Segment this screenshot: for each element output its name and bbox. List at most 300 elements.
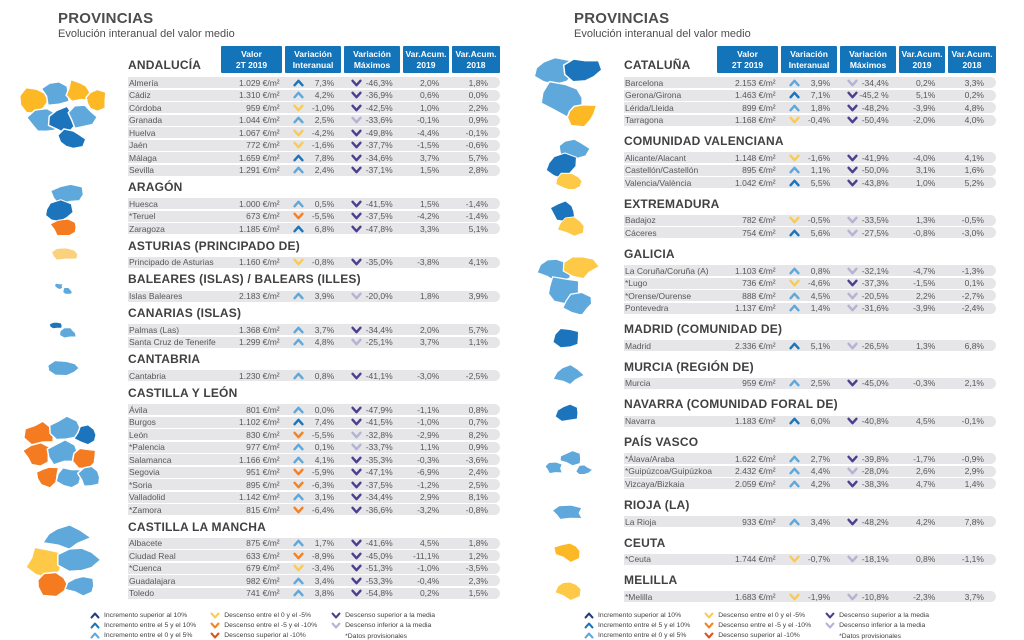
chevron-down-icon <box>847 279 858 287</box>
accum-2019-cell: -3,2% <box>417 504 440 515</box>
region-map-icon <box>522 399 614 428</box>
chevron-up-icon <box>584 622 594 629</box>
region-map-icon <box>529 437 607 491</box>
accum-2018-cell: 1,5% <box>468 588 488 599</box>
interannual-variation-cell: 4,2% <box>783 479 839 489</box>
accum-2019-cell: 2,9% <box>419 492 440 503</box>
accum-2019-cell: -1,0% <box>417 417 440 428</box>
chevron-down-icon <box>351 326 362 334</box>
region-section <box>512 574 1024 604</box>
region-table <box>624 361 996 391</box>
value-cell: 2.336 €/m² <box>735 340 776 351</box>
value-cell: 1.622 €/m² <box>735 453 776 464</box>
legend-item <box>825 622 929 629</box>
accum-2018-cell: -1,1% <box>961 554 984 565</box>
legend-item <box>584 612 690 619</box>
accum-2018-cell: 2,2% <box>468 102 488 113</box>
region-map-icon <box>522 324 614 353</box>
table-header-row <box>717 46 996 73</box>
interannual-variation-cell: -6,3% <box>287 480 343 490</box>
legend-item <box>584 632 690 639</box>
chevron-down-icon <box>293 212 304 220</box>
accum-2018-cell: 1,8% <box>468 538 488 549</box>
accum-2019-cell: 3,3% <box>419 223 440 234</box>
region-title-row <box>624 499 996 513</box>
chevron-down-icon <box>704 632 714 639</box>
region-title-row <box>624 574 996 588</box>
accum-2019-cell: -0,3% <box>417 454 440 465</box>
legend-label: Incremento entre el 0 y el 5% <box>104 632 193 639</box>
column-header: Var.Acum. 2019 <box>899 46 945 73</box>
accum-2019-cell: 1,3% <box>915 215 936 226</box>
chevron-up-icon <box>293 225 304 233</box>
accum-2018-cell: 0,0% <box>468 90 488 100</box>
region-map-cell <box>512 248 624 315</box>
accum-2018-cell: 2,5% <box>468 479 488 490</box>
value-cell: 1.463 €/m² <box>735 90 776 100</box>
interannual-variation-cell: -6,4% <box>287 505 343 515</box>
legend-label: Descenso inferior a la media <box>345 622 432 629</box>
region-title-row <box>624 198 996 212</box>
region-map-cell <box>512 398 624 428</box>
province-name: Cádiz <box>129 90 151 100</box>
legend-item <box>704 612 811 619</box>
region-table <box>128 46 500 177</box>
region-table <box>128 307 500 349</box>
max-variation-cell: -41,5% <box>345 199 401 209</box>
accum-2019-cell: 1,0% <box>419 102 440 113</box>
chevron-up-icon <box>293 456 304 464</box>
value-cell: 2.183 €/m² <box>239 291 280 302</box>
interannual-variation-cell: -0,4% <box>783 115 839 125</box>
interannual-variation-cell: 2,4% <box>287 165 343 175</box>
chevron-down-icon <box>351 79 362 87</box>
region-title: MADRID (COMUNIDAD DE) <box>624 322 783 337</box>
region-title-row <box>624 398 996 412</box>
accum-2018-cell: -3,5% <box>465 563 488 574</box>
max-variation-cell: -36,6% <box>345 505 401 515</box>
region-section <box>0 181 512 236</box>
max-variation-cell: -33,6% <box>345 115 401 125</box>
province-name: Alicante/Alacant <box>625 152 686 163</box>
table-row <box>128 550 500 561</box>
region-title-row <box>128 46 500 73</box>
interannual-variation-cell: -1,0% <box>287 103 343 113</box>
table-row <box>624 516 996 527</box>
legend-group <box>210 612 317 640</box>
chevron-down-icon <box>210 612 220 619</box>
region-map-cell <box>512 436 624 491</box>
chevron-down-icon <box>351 577 362 585</box>
region-section <box>512 361 1024 391</box>
interannual-variation-cell: 3,1% <box>287 492 343 502</box>
max-variation-cell: -37,5% <box>345 211 401 221</box>
province-name: Sevilla <box>129 165 155 175</box>
table-row <box>624 478 996 489</box>
accum-2018-cell: 2,3% <box>468 575 488 586</box>
chevron-up-icon <box>293 406 304 414</box>
value-cell: 1.137 €/m² <box>735 303 776 314</box>
interannual-variation-cell: 4,8% <box>287 337 343 347</box>
province-name: *Lugo <box>625 278 648 289</box>
province-name: La Coruña/Coruña (A) <box>625 265 709 276</box>
max-variation-cell: -45,0% <box>345 551 401 561</box>
province-name: La Rioja <box>625 516 657 527</box>
table-row <box>128 211 500 222</box>
accum-2018-cell: 8,2% <box>468 429 488 440</box>
interannual-variation-cell: -5,9% <box>287 467 343 477</box>
province-name: Islas Baleares <box>129 291 183 302</box>
accum-2019-cell: -1,1% <box>417 404 440 415</box>
region-title-row <box>128 307 500 321</box>
legend-item <box>331 612 435 619</box>
table-row <box>624 416 996 427</box>
chevron-up-icon <box>789 379 800 387</box>
province-name: Guadalajara <box>129 575 176 586</box>
max-variation-cell: -32,1% <box>841 266 897 276</box>
table-row <box>128 140 500 151</box>
region-section <box>512 398 1024 428</box>
chevron-down-icon <box>351 154 362 162</box>
accum-2018-cell: 5,2% <box>964 177 984 188</box>
right-column <box>512 0 1024 640</box>
chevron-down-icon <box>351 552 362 560</box>
legend-item <box>584 622 690 629</box>
interannual-variation-cell: 0,0% <box>287 405 343 415</box>
max-variation-cell: -10,8% <box>841 592 897 602</box>
max-variation-cell: -50,0% <box>841 165 897 175</box>
chevron-down-icon <box>351 225 362 233</box>
legend-item <box>210 612 317 619</box>
column-header: Valor 2T 2019 <box>221 46 282 73</box>
interannual-variation-cell: -4,6% <box>783 278 839 288</box>
region-map-cell <box>0 521 128 601</box>
region-map-icon <box>18 240 110 269</box>
value-cell: 951 €/m² <box>246 467 280 478</box>
accum-2019-cell: -3,9% <box>913 303 936 314</box>
column-header: Variación Interanual <box>781 46 837 73</box>
value-cell: 1.183 €/m² <box>735 416 776 427</box>
chevron-down-icon <box>351 91 362 99</box>
chevron-down-icon <box>789 154 800 162</box>
table-row <box>128 538 500 549</box>
province-name: Ávila <box>129 404 148 415</box>
max-variation-cell: -50,4% <box>841 115 897 125</box>
region-section <box>0 387 512 517</box>
interannual-variation-cell: 5,6% <box>783 228 839 238</box>
interannual-variation-cell: 3,4% <box>783 517 839 527</box>
legend-item <box>90 632 196 639</box>
province-name: Ciudad Real <box>129 550 176 561</box>
accum-2018-cell: -0,8% <box>465 504 488 515</box>
chevron-up-icon <box>90 622 100 629</box>
province-name: Murcia <box>625 378 651 389</box>
legend-group <box>90 612 196 640</box>
chevron-up-icon <box>789 292 800 300</box>
province-name: *Palencia <box>129 442 165 453</box>
chevron-down-icon <box>351 258 362 266</box>
province-name: Barcelona <box>625 77 664 88</box>
region-title: GALICIA <box>624 246 675 261</box>
province-name: Huelva <box>129 127 156 138</box>
chevron-down-icon <box>351 212 362 220</box>
region-map-icon <box>522 537 614 566</box>
max-variation-cell: -32,8% <box>345 430 401 440</box>
chevron-up-icon <box>789 104 800 112</box>
table-row <box>128 404 500 415</box>
region-section <box>512 323 1024 353</box>
max-variation-cell: -39,8% <box>841 454 897 464</box>
chevron-down-icon <box>825 612 835 619</box>
value-cell: 2.153 €/m² <box>735 77 776 88</box>
value-cell: 830 €/m² <box>246 429 280 440</box>
chevron-down-icon <box>704 622 714 629</box>
region-table <box>624 537 996 567</box>
region-table <box>624 323 996 353</box>
accum-2018-cell: 4,8% <box>964 102 984 113</box>
accum-2018-cell: 1,6% <box>964 165 984 176</box>
province-name: Principado de Asturias <box>129 257 214 268</box>
interannual-variation-cell: 7,3% <box>287 78 343 88</box>
legend-group <box>825 612 929 640</box>
chevron-down-icon <box>847 379 858 387</box>
accum-2018-cell: 4,0% <box>964 115 984 125</box>
interannual-variation-cell: 0,5% <box>287 199 343 209</box>
chevron-down-icon <box>351 166 362 174</box>
accum-2018-cell: -2,5% <box>465 370 488 381</box>
accum-2019-cell: 1,0% <box>915 177 936 188</box>
region-map-icon <box>18 354 110 383</box>
max-variation-cell: -20,0% <box>345 291 401 301</box>
accum-2019-cell: -1,5% <box>913 278 936 289</box>
accum-2019-cell: -11,1% <box>413 550 440 561</box>
region-map-cell <box>512 46 624 127</box>
accum-2018-cell: 3,3% <box>964 77 984 88</box>
chevron-up-icon <box>293 443 304 451</box>
interannual-variation-cell: 4,2% <box>287 90 343 100</box>
region-title: RIOJA (LA) <box>624 497 690 512</box>
province-name: Castellón/Castellón <box>625 165 699 176</box>
legend-label: Incremento entre el 0 y el 5% <box>598 632 687 639</box>
region-map-icon <box>18 521 110 600</box>
region-map-icon <box>522 136 614 190</box>
max-variation-cell: -53,3% <box>345 576 401 586</box>
accum-2019-cell: 1,1% <box>419 442 440 453</box>
region-title-row <box>128 273 500 287</box>
value-cell: 782 €/m² <box>742 215 776 226</box>
table-row <box>128 127 500 138</box>
chevron-down-icon <box>293 104 304 112</box>
chevron-up-icon <box>293 493 304 501</box>
accum-2019-cell: 1,3% <box>915 340 936 351</box>
chevron-down-icon <box>293 506 304 514</box>
region-section <box>0 307 512 349</box>
chevron-down-icon <box>847 555 858 563</box>
province-name: Vizcaya/Bizkaia <box>625 478 685 489</box>
accum-2018-cell: -3,0% <box>961 227 984 238</box>
accum-2018-cell: 4,1% <box>468 257 488 268</box>
chevron-down-icon <box>847 292 858 300</box>
legend-right <box>512 604 1024 640</box>
province-name: *Guipúzcoa/Guipúzkoa <box>625 466 712 477</box>
value-cell: 1.142 €/m² <box>239 492 280 503</box>
region-table <box>624 574 996 604</box>
chevron-up-icon <box>293 539 304 547</box>
province-name: Salamanca <box>129 454 172 465</box>
value-cell: 1.148 €/m² <box>735 152 776 163</box>
accum-2018-cell: -0,5% <box>961 215 984 226</box>
accum-2019-cell: 1,5% <box>419 198 440 209</box>
max-variation-cell: -37,1% <box>345 165 401 175</box>
region-table <box>624 499 996 529</box>
table-header-row <box>221 46 500 73</box>
region-map-icon <box>522 47 614 127</box>
accum-2019-cell: -1,5% <box>417 140 440 150</box>
chevron-down-icon <box>293 564 304 572</box>
chevron-up-icon <box>293 91 304 99</box>
region-title-row <box>624 46 996 73</box>
chevron-up-icon <box>789 480 800 488</box>
region-section <box>512 198 1024 240</box>
interannual-variation-cell: -1,9% <box>783 592 839 602</box>
region-title: ARAGÓN <box>128 180 183 194</box>
accum-2018-cell: 2,8% <box>468 165 488 175</box>
province-name: Pontevedra <box>625 303 669 314</box>
chevron-down-icon <box>293 258 304 266</box>
chevron-up-icon <box>293 292 304 300</box>
region-title-row <box>128 181 500 195</box>
legend-label: Descenso superior a la media <box>345 612 436 619</box>
accum-2019-cell: 1,5% <box>419 165 440 175</box>
chevron-up-icon <box>789 267 800 275</box>
interannual-variation-cell: 1,8% <box>783 103 839 113</box>
table-row <box>624 554 996 565</box>
column-header: Var.Acum. 2018 <box>452 46 500 73</box>
page-header <box>512 0 1024 42</box>
chevron-down-icon <box>789 593 800 601</box>
sections-left <box>0 42 512 604</box>
region-title: CANARIAS (ISLAS) <box>128 306 242 321</box>
accum-2019-cell: -0,4% <box>417 575 440 586</box>
legend-item <box>90 622 196 629</box>
region-map-cell <box>0 353 128 383</box>
legend-item <box>90 612 196 619</box>
table-row <box>624 466 996 477</box>
province-name: *Zamora <box>129 504 162 515</box>
column-header: Variación Máximos <box>840 46 896 73</box>
accum-2019-cell: 5,1% <box>915 90 936 100</box>
accum-2018-cell: 7,8% <box>964 516 984 527</box>
chevron-down-icon <box>789 216 800 224</box>
province-name: *Ceuta <box>625 554 651 565</box>
accum-2019-cell: 3,7% <box>419 152 440 163</box>
accum-2018-cell: 5,7% <box>468 324 488 335</box>
chevron-down-icon <box>351 506 362 514</box>
accum-2018-cell: 3,7% <box>964 591 984 602</box>
table-row <box>624 453 996 464</box>
chevron-down-icon <box>351 481 362 489</box>
table-row <box>624 152 996 163</box>
province-name: Gerona/Girona <box>625 90 682 100</box>
region-title: BALEARES (ISLAS) / BALEARS (ILLES) <box>128 272 361 287</box>
value-cell: 1.230 €/m² <box>239 370 280 381</box>
province-name: Burgos <box>129 417 156 428</box>
province-name: Madrid <box>625 340 651 351</box>
region-title: MURCIA (REGIÓN DE) <box>624 359 754 374</box>
page-header <box>0 0 512 42</box>
column-header: Var.Acum. 2019 <box>403 46 449 73</box>
max-variation-cell: -38,3% <box>841 479 897 489</box>
region-map-cell <box>512 361 624 391</box>
table-row <box>128 257 500 268</box>
max-variation-cell: -36,9% <box>345 90 401 100</box>
max-variation-cell: -34,4% <box>841 78 897 88</box>
region-title-row <box>624 361 996 375</box>
accum-2019-cell: 2,0% <box>419 77 440 88</box>
page-title: PROVINCIAS <box>574 10 670 27</box>
accum-2019-cell: 4,5% <box>915 416 936 427</box>
chevron-down-icon <box>293 481 304 489</box>
max-variation-cell: -35,0% <box>345 257 401 267</box>
max-variation-cell: -27,5% <box>841 228 897 238</box>
interannual-variation-cell: -1,6% <box>783 153 839 163</box>
chevron-down-icon <box>351 338 362 346</box>
table-row <box>624 340 996 351</box>
chevron-down-icon <box>293 468 304 476</box>
accum-2019-cell: 2,0% <box>419 324 440 335</box>
chevron-up-icon <box>789 417 800 425</box>
max-variation-cell: -26,5% <box>841 341 897 351</box>
interannual-variation-cell: -0,7% <box>783 554 839 564</box>
table-row <box>128 324 500 335</box>
region-section <box>512 248 1024 315</box>
region-map-icon <box>18 182 110 236</box>
interannual-variation-cell: 7,8% <box>287 153 343 163</box>
accum-2019-cell: -1,7% <box>913 453 936 464</box>
chevron-down-icon <box>351 406 362 414</box>
legend-group <box>331 612 435 640</box>
province-name: *Soria <box>129 479 153 490</box>
interannual-variation-cell: -5,5% <box>287 430 343 440</box>
accum-2018-cell: 0,2% <box>964 90 984 100</box>
chevron-down-icon <box>847 518 858 526</box>
interannual-variation-cell: -0,5% <box>783 215 839 225</box>
region-title: CEUTA <box>624 535 666 550</box>
table-row <box>624 90 996 101</box>
chevron-up-icon <box>584 612 594 619</box>
table-row <box>128 575 500 586</box>
value-cell: 1.185 €/m² <box>239 223 280 234</box>
table-row <box>128 291 500 302</box>
province-name: Segovia <box>129 467 160 478</box>
accum-2018-cell: -0,1% <box>961 416 984 427</box>
chevron-down-icon <box>847 342 858 350</box>
value-cell: 959 €/m² <box>742 378 776 389</box>
region-title: NAVARRA (COMUNIDAD FORAL DE) <box>624 397 838 412</box>
chevron-down-icon <box>351 564 362 572</box>
chevron-down-icon <box>210 622 220 629</box>
value-cell: 982 €/m² <box>246 575 280 586</box>
region-section <box>512 46 1024 127</box>
value-cell: 1.744 €/m² <box>735 554 776 565</box>
accum-2019-cell: 0,2% <box>419 588 440 599</box>
table-row <box>128 223 500 234</box>
region-map-cell <box>512 499 624 529</box>
value-cell: 1.683 €/m² <box>735 591 776 602</box>
region-section <box>512 135 1024 190</box>
accum-2018-cell: 0,9% <box>468 115 488 125</box>
legend-item <box>704 632 811 639</box>
